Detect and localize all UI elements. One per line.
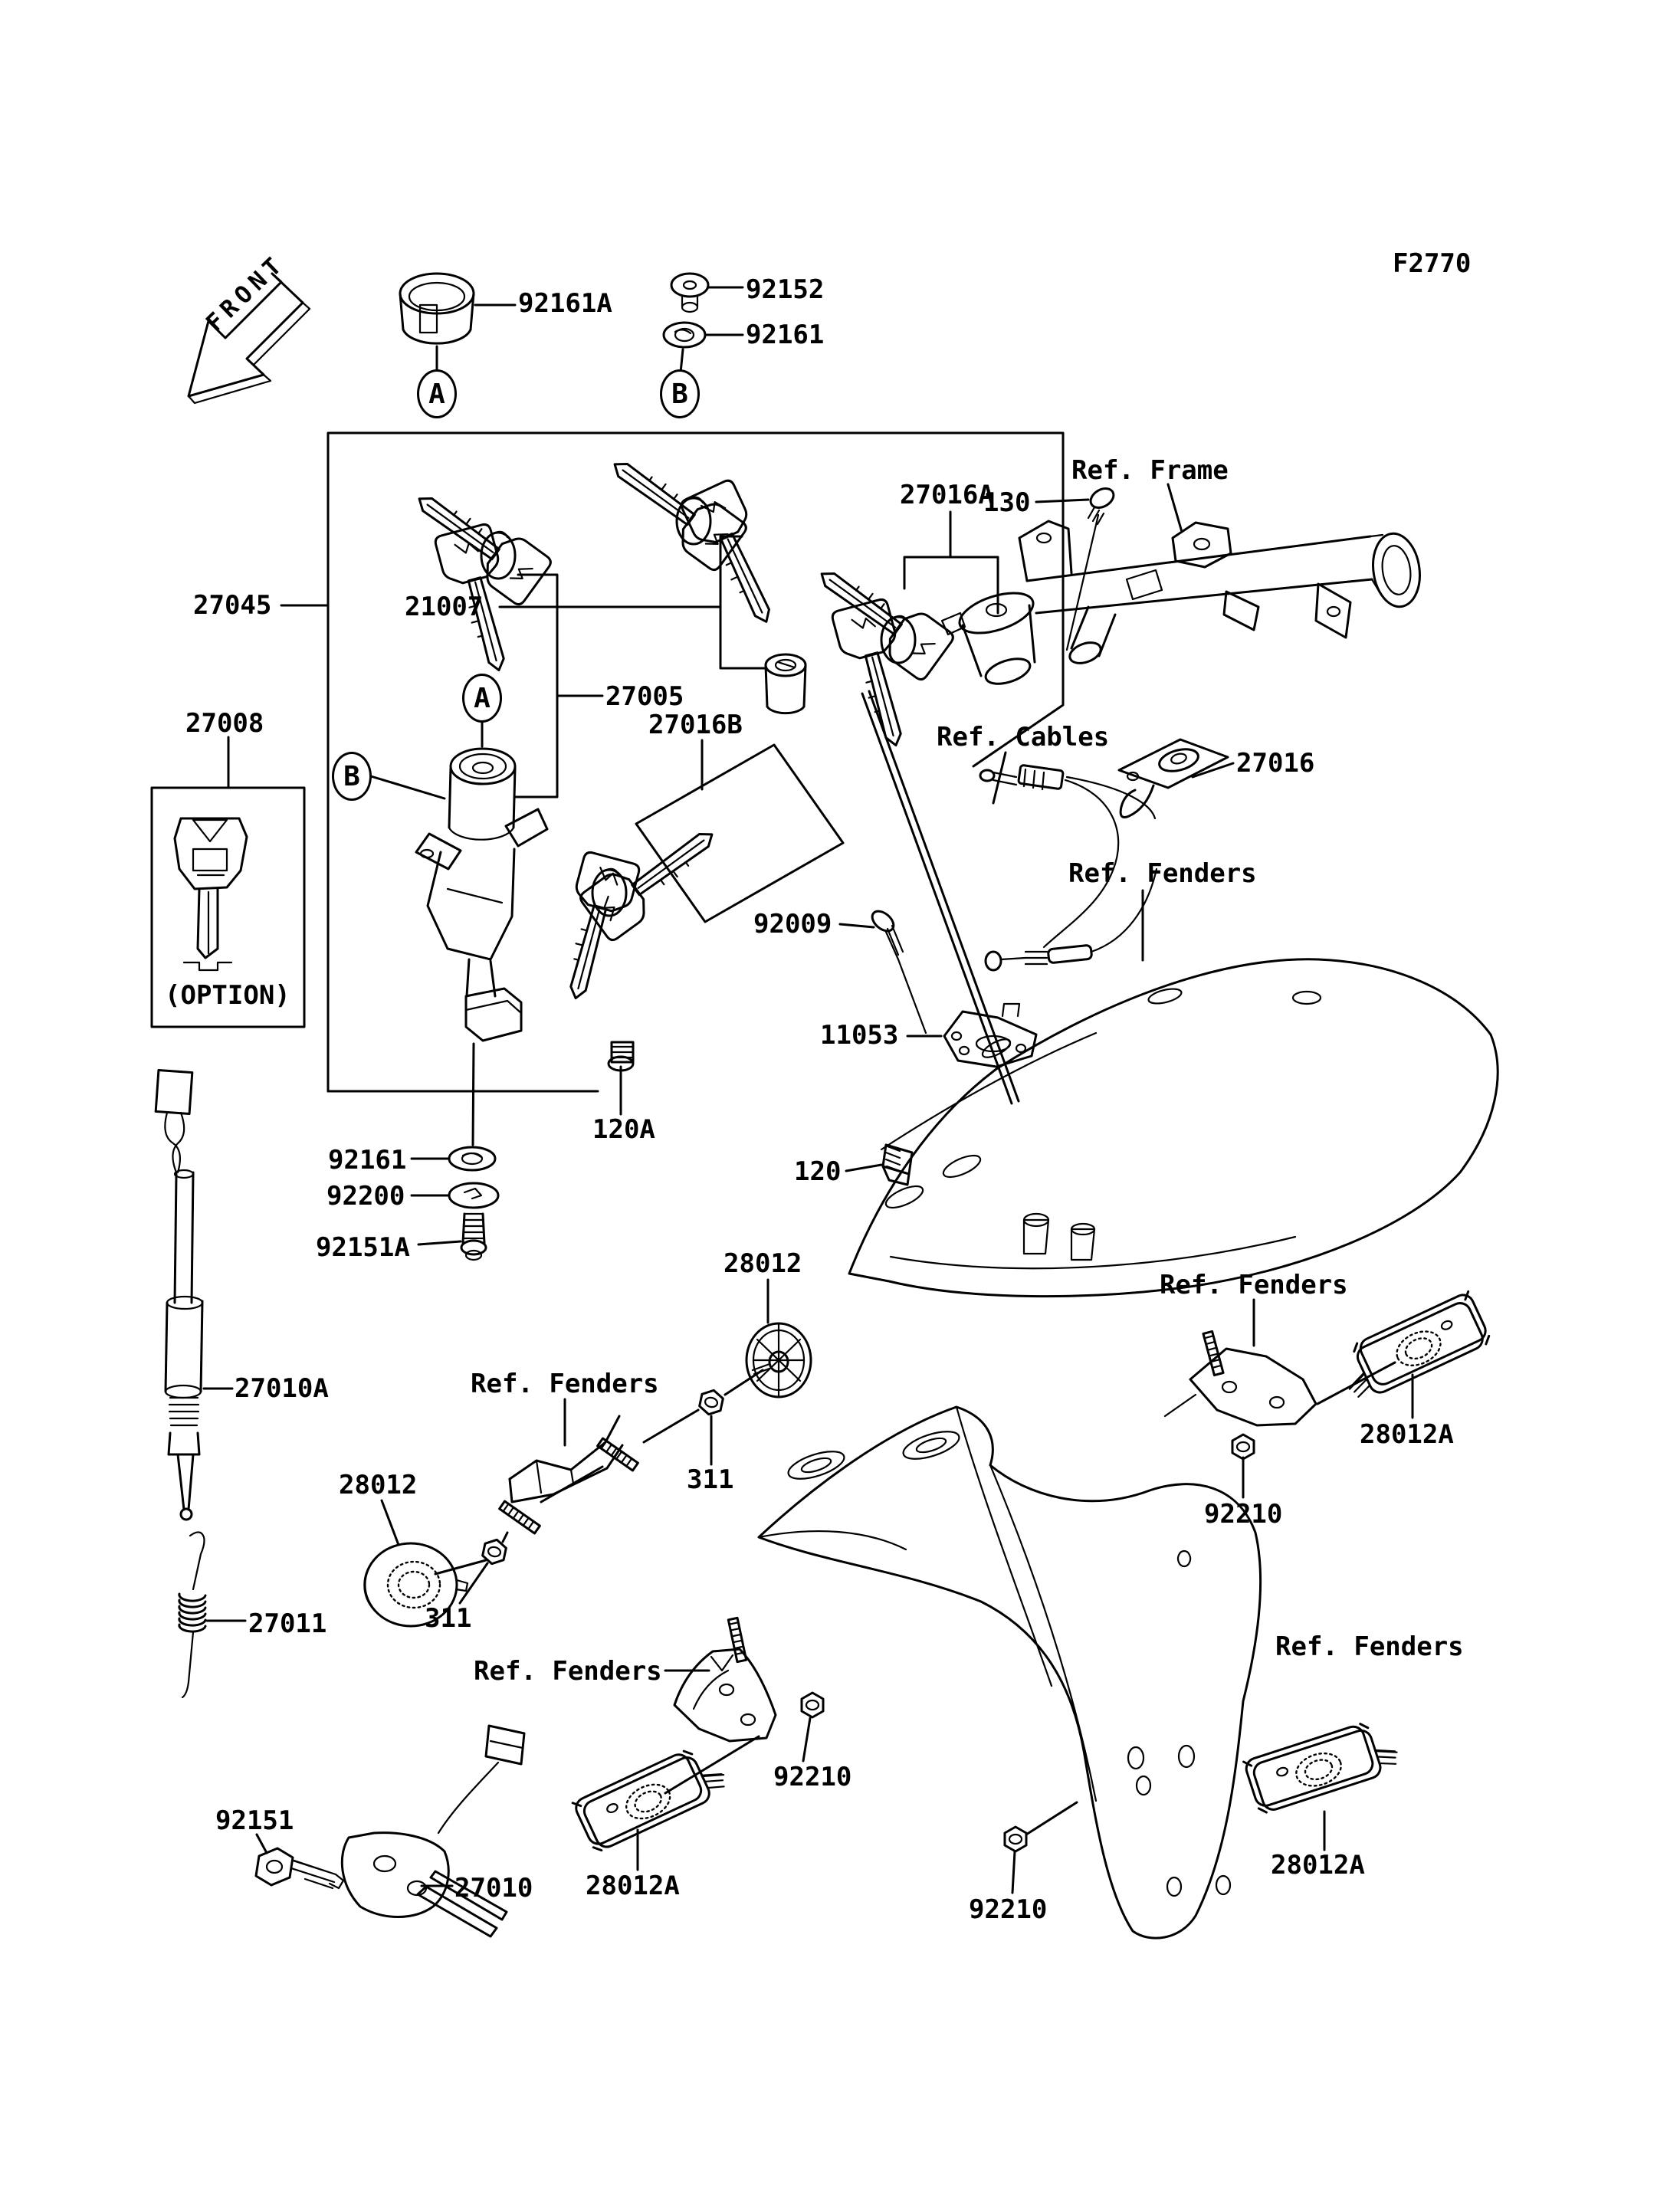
assembly-callout-callout-b-mid: B	[332, 752, 372, 801]
spring-27011-drawing	[179, 1532, 205, 1697]
part-label-ref-fenders-right: Ref. Fenders	[1160, 1270, 1348, 1300]
reflector-28012A-bottom-drawing	[1244, 1716, 1403, 1814]
front-reflector-stay-drawing	[500, 1416, 638, 1533]
washer-92161-mid-drawing	[449, 1147, 495, 1170]
part-label-92151A: 92151A	[316, 1232, 410, 1263]
washer-92152-drawing	[671, 274, 708, 312]
part-label-ref-frame: Ref. Frame	[1071, 455, 1229, 486]
option-key-27008-drawing	[175, 818, 247, 970]
part-label-ref-fenders-br: Ref. Fenders	[1275, 1631, 1464, 1662]
front-arrow-label: FRONT	[201, 248, 291, 337]
assembly-callout-callout-a-top: A	[417, 369, 457, 418]
part-label-27005: 27005	[605, 681, 684, 712]
screw-92009-drawing	[868, 907, 926, 1033]
reflector-28012-upper-drawing	[746, 1323, 811, 1397]
part-label-92210-left: 92210	[773, 1762, 852, 1792]
switch-27010A-drawing	[156, 1071, 202, 1520]
part-label-ref-cables: Ref. Cables	[937, 722, 1110, 753]
part-label-27016A: 27016A	[900, 480, 994, 510]
keys-21007-drawing	[598, 441, 792, 634]
part-label-28012-lower: 28012	[339, 1470, 418, 1500]
part-label-option: (OPTION)	[165, 980, 290, 1011]
part-label-28012A-right: 28012A	[1360, 1419, 1454, 1450]
nut-92210-bottom-drawing	[1005, 1827, 1026, 1851]
switch-27010-drawing	[342, 1726, 524, 1936]
right-reflector-stay-drawing	[1165, 1331, 1316, 1425]
bolt-92151-drawing	[256, 1848, 343, 1888]
parallelogram-27016B	[636, 745, 843, 922]
lock-barrel-21007-drawing	[766, 654, 806, 713]
assembly-box-27045	[328, 433, 1063, 1091]
part-label-92151: 92151	[215, 1805, 294, 1836]
part-label-27045: 27045	[193, 590, 272, 621]
part-label-11053: 11053	[820, 1020, 899, 1051]
nut-311-right-drawing	[698, 1388, 724, 1416]
part-label-ref-fenders-mid: Ref. Fenders	[471, 1369, 659, 1399]
collar-92161A-drawing	[400, 274, 474, 343]
part-label-27016B: 27016B	[648, 710, 743, 740]
part-label-27010A: 27010A	[235, 1373, 329, 1404]
part-label-28012-upper: 28012	[724, 1248, 802, 1279]
screw-92151A-drawing	[461, 1214, 486, 1260]
keys-27045-drawing	[402, 476, 553, 677]
part-label-21007: 21007	[405, 592, 484, 622]
assembly-callout-callout-a-mid: A	[462, 674, 502, 723]
part-label-28012A-left: 28012A	[586, 1871, 680, 1901]
lock-27016-drawing	[1119, 739, 1228, 818]
part-label-311-right: 311	[687, 1464, 734, 1495]
part-label-fig-code: F2770	[1393, 248, 1472, 279]
ignition-switch-27005-drawing	[416, 749, 547, 1041]
part-label-ref-fenders-1: Ref. Fenders	[1068, 858, 1257, 889]
assembly-callout-callout-b-top: B	[660, 369, 700, 418]
part-label-27011: 27011	[248, 1608, 327, 1639]
part-label-311-left: 311	[425, 1603, 472, 1634]
part-label-27016: 27016	[1236, 748, 1315, 779]
part-label-120: 120	[794, 1156, 842, 1187]
part-label-92210-bottom: 92210	[969, 1894, 1048, 1925]
part-label-27010: 27010	[454, 1873, 533, 1904]
part-label-28012A-bottom: 28012A	[1271, 1850, 1365, 1881]
part-label-92161A: 92161A	[518, 288, 612, 319]
keys-27016B-drawing	[548, 812, 728, 1005]
seat-lock-27016A-drawing	[942, 585, 1038, 689]
part-label-92210-right: 92210	[1204, 1499, 1283, 1530]
part-label-92161-mid: 92161	[328, 1145, 407, 1176]
washer-92161-top-drawing	[664, 323, 705, 347]
part-label-120A: 120A	[592, 1114, 655, 1145]
part-label-130: 130	[983, 487, 1031, 518]
part-label-92009: 92009	[753, 909, 832, 939]
nut-92210-left-drawing	[802, 1693, 823, 1717]
upper-fender-drawing	[849, 959, 1498, 1300]
rear-fender-drawing	[759, 1407, 1261, 1938]
rear-left-stay-drawing	[674, 1618, 776, 1741]
nut-92210-right-drawing	[1232, 1435, 1254, 1459]
part-label-92200: 92200	[326, 1181, 405, 1212]
part-label-92152: 92152	[746, 274, 825, 305]
part-label-92161-top: 92161	[746, 320, 825, 350]
part-label-ref-fenders-bl: Ref. Fenders	[474, 1656, 662, 1687]
part-label-27008: 27008	[185, 708, 264, 739]
reflector-28012A-left-drawing	[573, 1740, 730, 1853]
washer-92200-drawing	[449, 1183, 498, 1208]
bolt-130-drawing	[1067, 484, 1117, 650]
